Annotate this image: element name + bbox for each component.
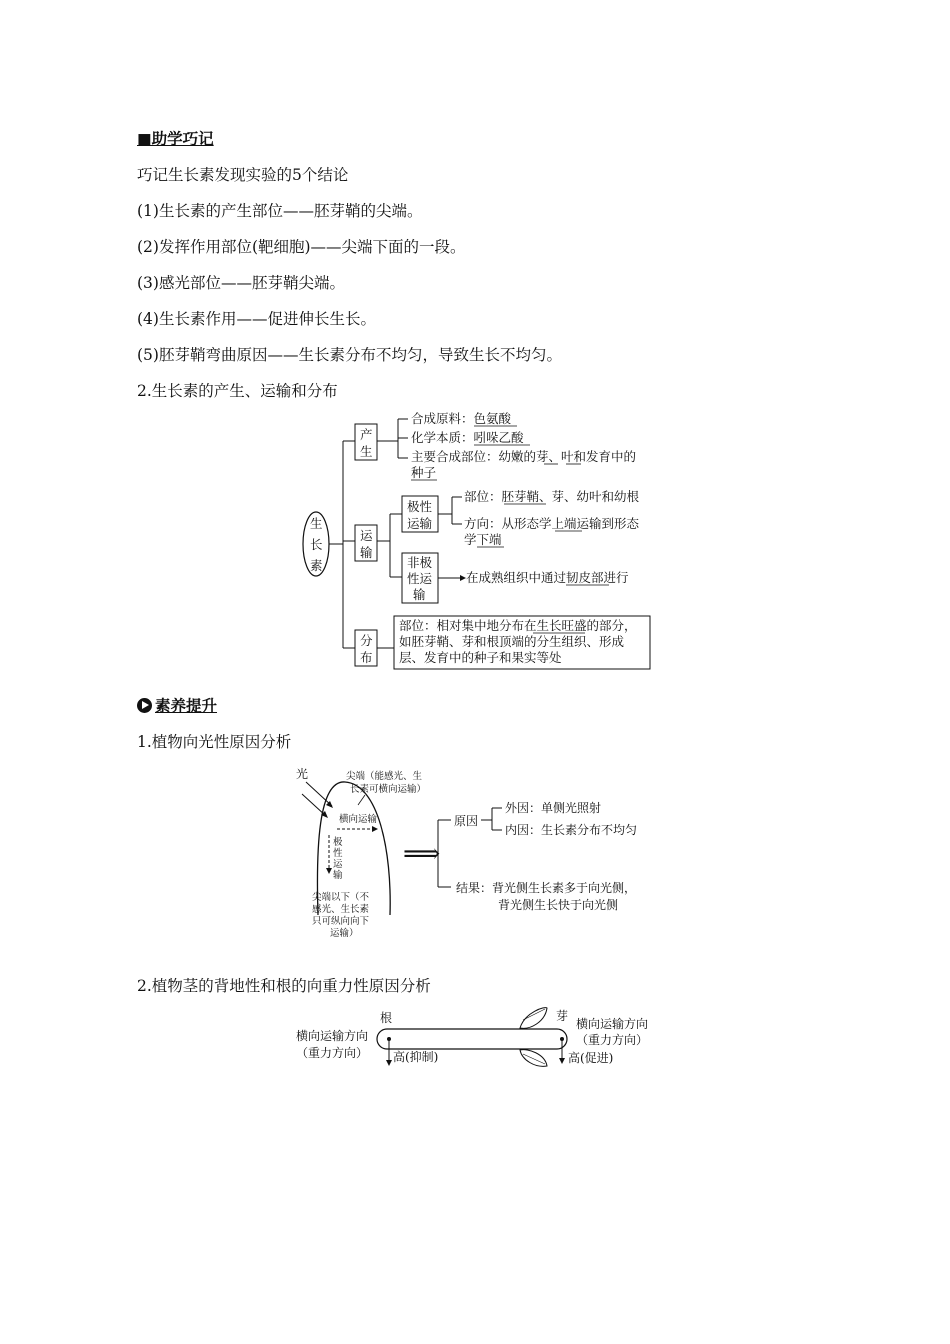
external-cause: 外因：单侧光照射 [505, 801, 602, 815]
subtitle-phototropism: 1.植物向光性原因分析 [137, 733, 292, 751]
center-char-3: 素 [310, 558, 323, 573]
below-note-1: 尖端以下（不 [312, 892, 370, 903]
center-char-1: 生 [310, 516, 323, 531]
below-note-4: 运输） [330, 928, 359, 939]
produce-item-site: 主要合成部位：幼嫩的芽、叶和发育中的 [411, 449, 637, 464]
center-char-2: 长 [310, 537, 323, 552]
seedling-body [377, 1029, 567, 1049]
left-direction-2: （重力方向） [296, 1046, 369, 1060]
nonpolar-box-line-3: 输 [413, 587, 426, 602]
distribute-line-3: 层、发育中的种子和果实等处 [399, 650, 562, 665]
polar-char-3: 运 [333, 859, 343, 870]
conclusion-4: (4)生长素作用——促进伸长生长。 [137, 310, 376, 328]
distribute-box-char-1: 分 [360, 633, 373, 648]
tip-note-1: 尖端（能感光、生 [346, 771, 423, 782]
literacy-heading-text: 素养提升 [155, 696, 218, 715]
conclusion-2: (2)发挥作用部位(靶细胞)——尖端下面的一段。 [137, 238, 466, 256]
polar-item-site: 部位：胚芽鞘、芽、幼叶和幼根 [464, 489, 640, 504]
bud-label: 芽 [556, 1009, 569, 1023]
nonpolar-item: 在成熟组织中通过韧皮部进行 [466, 570, 629, 585]
produce-item-raw: 合成原料：色氨酸 [411, 411, 512, 426]
result-line-2: 背光侧生长快于向光侧 [498, 898, 619, 912]
produce-box-char-1: 产 [360, 427, 373, 442]
light-label: 光 [296, 767, 309, 781]
root-label: 根 [380, 1011, 393, 1025]
subtitle-gravitropism: 2.植物茎的背地性和根的向重力性原因分析 [137, 977, 431, 995]
subtitle-auxin-production: 2.生长素的产生、运输和分布 [137, 382, 338, 400]
distribute-line-2: 如胚芽鞘、芽和根顶端的分生组织、形成 [399, 634, 625, 649]
below-note-3: 只可纵向向下 [312, 916, 370, 927]
polar-item-direction-cont: 学下端 [464, 532, 502, 547]
upper-leaf-icon [520, 1008, 547, 1029]
transport-box-char-1: 运 [360, 528, 373, 543]
left-high-label: 高(抑制) [393, 1050, 439, 1064]
tip-note-2: 长素可横向运输） [350, 784, 427, 795]
left-direction-1: 横向运输方向 [296, 1029, 369, 1043]
right-direction-2: （重力方向） [576, 1033, 649, 1047]
transport-box-char-2: 输 [360, 545, 373, 560]
right-direction-1: 横向运输方向 [576, 1017, 649, 1031]
cause-label: 原因 [454, 814, 479, 828]
produce-item-nature: 化学本质：吲哚乙酸 [411, 430, 524, 445]
implies-arrow: ⟹ [403, 839, 441, 869]
polar-item-direction: 方向：从形态学上端运输到形态 [464, 516, 640, 531]
lateral-transport-label: 横向运输 [339, 814, 378, 825]
nonpolar-box-line-1: 非极 [407, 555, 433, 570]
polar-char-4: 输 [333, 870, 343, 881]
distribute-line-1: 部位：相对集中地分布在生长旺盛的部分， [399, 618, 637, 633]
conclusion-1: (1)生长素的产生部位——胚芽鞘的尖端。 [137, 202, 423, 220]
lower-leaf-icon [520, 1050, 547, 1067]
polar-char-1: 极 [333, 837, 343, 848]
result-line-1: 结果：背光侧生长素多于向光侧， [456, 881, 637, 895]
produce-item-site-cont: 种子 [411, 465, 437, 480]
internal-cause: 内因：生长素分布不均匀 [505, 823, 638, 837]
polar-box-line-2: 运输 [407, 516, 433, 531]
nonpolar-box-line-2: 性运 [407, 571, 433, 586]
distribute-box-char-2: 布 [360, 650, 373, 665]
below-note-2: 感光、生长素 [312, 904, 370, 915]
produce-box-char-2: 生 [360, 444, 373, 459]
polar-char-2: 性 [333, 848, 343, 859]
section-heading-study-tips: ■助学巧记 [137, 129, 214, 148]
polar-box-line-1: 极性 [407, 499, 433, 514]
conclusion-5: (5)胚芽鞘弯曲原因——生长素分布不均匀，导致生长不均匀。 [137, 346, 562, 364]
intro-text: 巧记生长素发现实验的5个结论 [137, 166, 349, 184]
right-high-label: 高(促进) [568, 1051, 614, 1065]
conclusion-3: (3)感光部位——胚芽鞘尖端。 [137, 274, 345, 292]
